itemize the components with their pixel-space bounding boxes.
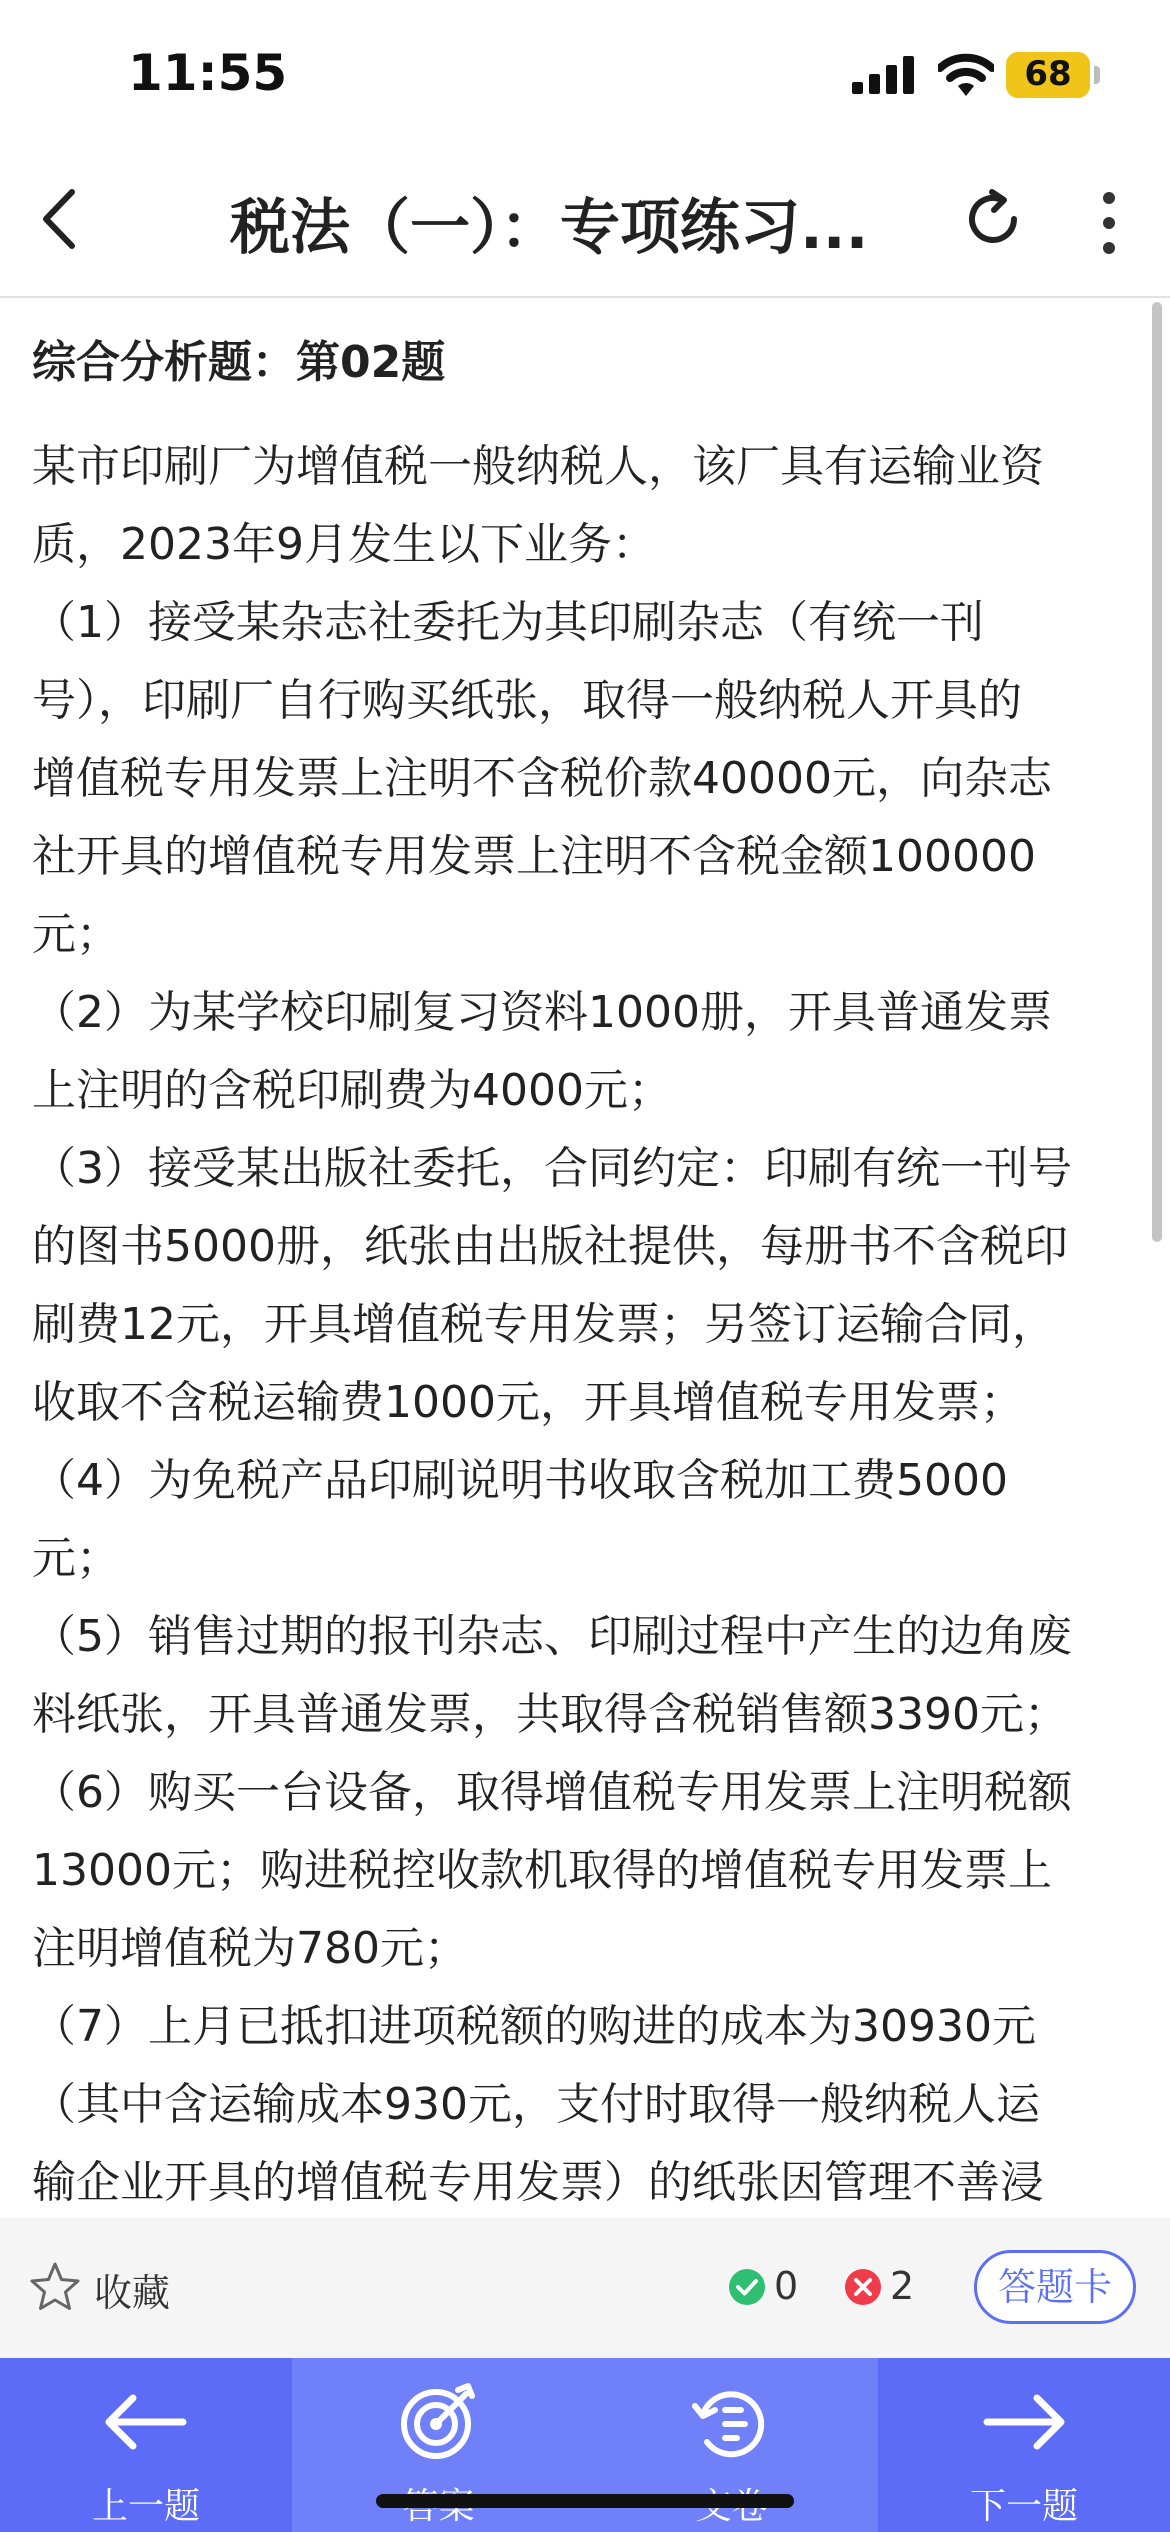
refresh-icon[interactable]	[962, 188, 1024, 250]
question-body	[32, 428, 1142, 2218]
question-line: （4）为免税产品印刷说明书收取含税加工费5000	[32, 1455, 1008, 1506]
submit-icon	[687, 2380, 777, 2464]
signal-icon	[852, 56, 914, 94]
question-line: 输企业开具的增值税专用发票）的纸张因管理不善浸	[32, 2157, 1044, 2208]
question-line: 的图书5000册，纸张由出版社提供，每册书不含税印	[32, 1221, 1068, 1272]
scrollbar[interactable]	[1152, 302, 1162, 1242]
question-line: 增值税专用发票上注明不含税价款40000元，向杂志	[32, 753, 1052, 804]
answer-card-button[interactable]: 答题卡	[974, 2250, 1136, 2324]
target-icon	[394, 2380, 484, 2464]
page-title: 税法（一）：专项练习...	[230, 193, 869, 263]
question-line: 元；	[32, 1533, 120, 1584]
battery-tip	[1094, 66, 1100, 84]
arrow-right-icon	[979, 2380, 1069, 2464]
prev-question-button[interactable]	[0, 2358, 292, 2532]
question-line: 某市印刷厂为增值税一般纳税人，该厂具有运输业资	[32, 441, 1044, 492]
favorite-label[interactable]: 收藏	[94, 2271, 171, 2315]
nav-bar	[0, 150, 1170, 298]
action-bar	[0, 2218, 1170, 2358]
question-line: （7）上月已抵扣进项税额的购进的成本为30930元	[32, 2001, 1036, 2052]
status-time: 11:55	[128, 44, 288, 102]
question-line: 号），印刷厂自行购买纸张，取得一般纳税人开具的	[32, 675, 1022, 726]
question-line: （1）接受某杂志社委托为其印刷杂志（有统一刊	[32, 597, 984, 648]
question-line: 料纸张，开具普通发票，共取得含税销售额3390元；	[32, 1689, 1068, 1740]
prev-question-label: 上一题	[91, 2486, 200, 2527]
question-line: （其中含运输成本930元，支付时取得一般纳税人运	[32, 2079, 1040, 2130]
next-question-label: 下一题	[969, 2486, 1078, 2527]
question-line: 刷费12元，开具增值税专用发票；另签订运输合同，	[32, 1299, 1056, 1350]
status-bar	[0, 0, 1170, 150]
question-line: 收取不含税运输费1000元，开具增值税专用发票；	[32, 1377, 1024, 1428]
question-line: （2）为某学校印刷复习资料1000册，开具普通发票	[32, 987, 1052, 1038]
more-icon[interactable]	[1084, 188, 1134, 258]
arrow-left-icon	[101, 2380, 191, 2464]
star-icon[interactable]	[28, 2260, 82, 2314]
wifi-icon	[938, 52, 994, 96]
question-header: 综合分析题：第02题	[32, 337, 446, 388]
wrong-count: 2	[890, 2264, 915, 2308]
question-line: （6）购买一台设备，取得增值税专用发票上注明税额	[32, 1767, 1072, 1818]
next-question-button[interactable]	[878, 2358, 1170, 2532]
question-line: 社开具的增值税专用发票上注明不含税金额100000	[32, 831, 1036, 882]
check-icon	[728, 2268, 766, 2306]
question-line: 上注明的含税印刷费为4000元；	[32, 1065, 672, 1116]
question-line: 13000元；购进税控收款机取得的增值税专用发票上	[32, 1845, 1052, 1896]
back-icon[interactable]	[30, 184, 90, 254]
battery-level: 68	[1024, 54, 1072, 94]
question-line: （5）销售过期的报刊杂志、印刷过程中产生的边角废	[32, 1611, 1072, 1662]
question-line: 元；	[32, 909, 120, 960]
home-indicator	[376, 2494, 794, 2508]
question-line: 质，2023年9月发生以下业务：	[32, 519, 656, 570]
question-line: （3）接受某出版社委托，合同约定：印刷有统一刊号	[32, 1143, 1072, 1194]
question-content	[0, 298, 1170, 2218]
battery-icon	[1006, 52, 1090, 98]
question-line: 注明增值税为780元；	[32, 1923, 468, 1974]
correct-count: 0	[774, 2264, 799, 2308]
cross-icon	[844, 2268, 882, 2306]
